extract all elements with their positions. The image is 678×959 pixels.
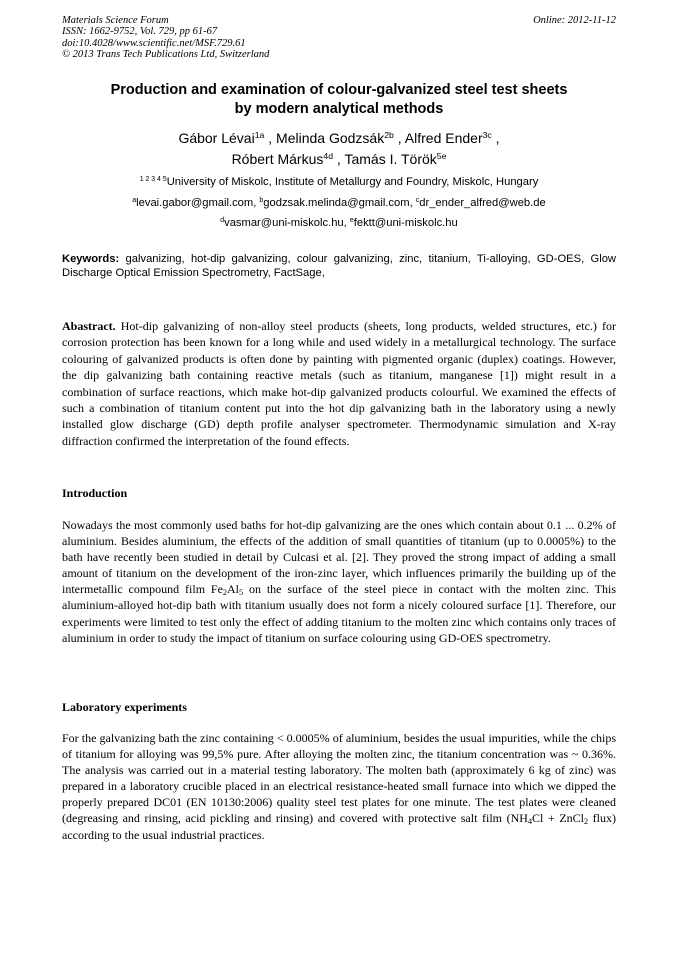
laboratory-paragraph [62, 730, 616, 843]
keywords-label: Keywords: [62, 253, 120, 265]
author-sup: 4d [323, 151, 334, 162]
author-name: Tamás I. Török [344, 151, 437, 167]
affiliation-text: University of Miskolc, Institute of Metallurgy and Foundry, Miskolc, Hungary [166, 176, 539, 188]
doi-line: doi:10.4028/www.scientific.net/MSF.729.61 [62, 37, 246, 49]
body-text: Nowadays the most commonly used baths for hot-dip galvanizing are the ones which contain about 0.1 ... 0.2% of aluminium. Besides aluminium, the effects of the addition of small quantities of titanium (up to 0.0005%) to the bath have recently been studied in detail by Culcasi et al. [2]. They proved the strong impact of adding a small amount of titanium on the development of the iron-zinc layer, which influences primarily the building up of the intermetallic compound film Fe [62, 518, 616, 597]
body-text: on the surface of the steel piece in contact with the molten zinc. This aluminium-alloyed hot-dip bath with titanium usually does not form a nicely coloured surface [1]. Therefore, our experiments were limited to test only the effect of adding titanium to the molten zinc which contains only traces of aluminium in order to study the impact of titanium on surface colouring using GD-OES spectrometry. [62, 582, 616, 645]
email-sup: a [132, 197, 137, 205]
abstract-label: Abastract. [62, 319, 116, 333]
author-separator: , [491, 130, 500, 146]
email-address: fektt@uni-miskolc.hu [353, 217, 458, 229]
author-separator: , [393, 130, 405, 146]
subscript: 4 [527, 817, 533, 827]
online-date: Online: 2012-11-12 [533, 15, 616, 26]
author-separator: , [333, 151, 345, 167]
email-address: vasmar@uni-miskolc.hu, [224, 217, 350, 229]
author-separator: , [264, 130, 277, 146]
email-address: levai.gabor@gmail.com, [136, 197, 260, 209]
body-text: Cl + ZnCl [532, 811, 584, 826]
keywords-text: galvanizing, hot-dip galvanizing, colour galvanizing, zinc, titanium, Ti-alloying, GD-OES, Glow Discharge Optical Emission Spectrometry, FactSage, [62, 253, 616, 280]
author-name: Gábor Lévai [178, 130, 255, 146]
email-line-2 [62, 216, 616, 230]
subscript: 5 [239, 588, 244, 598]
email-sup: d [220, 217, 225, 225]
section-heading-laboratory: Laboratory experiments [62, 700, 187, 714]
body-text: For the galvanizing bath the zinc containing < 0.0005% of aluminium, besides the usual impurities, while the chips of titanium for alloying was 99,5% pure. After alloying the molten zinc, the titanium concentration was ~ 0.36%. The analysis was carried out in a material testing laboratory. The molten bath (approximately 6 kg of zinc) was prepared in a laboratory crucible placed in an electrical resistance-heated small furnace into which we dipped the properly prepared DC01 (EN 10130:2006) quality steel test plates for one minute. The test plates were cleaned (degreasing and rinsing, acid pickling and rinsing) and covered with protective salt film (NH [62, 731, 616, 826]
email-line-1 [62, 196, 616, 210]
paper-title [62, 81, 616, 119]
body-text: Al [227, 582, 239, 597]
author-sup: 3c [482, 130, 492, 141]
title-line-1: Production and examination of colour-galvanized steel test sheets [110, 82, 568, 98]
title-line-2: by modern analytical methods [234, 101, 444, 117]
issn-line: ISSN: 1662-9752, Vol. 729, pp 61-67 [62, 26, 218, 38]
section-heading-introduction: Introduction [62, 486, 128, 500]
author-sup: 5e [436, 151, 447, 162]
author-name: Melinda Godzsák [276, 130, 385, 146]
author-name: Alfred Ender [404, 130, 483, 146]
email-sup: e [349, 217, 354, 225]
email-sup: b [259, 197, 264, 205]
subscript: 2 [584, 817, 589, 827]
body-text: flux) according to the usual industrial practices. [62, 811, 616, 842]
author-sup: 2b [384, 130, 394, 141]
author-line-2 [62, 149, 616, 170]
introduction-paragraph [62, 517, 616, 646]
email-address: godzsak.melinda@gmail.com, [263, 197, 416, 209]
subscript: 2 [222, 588, 227, 598]
author-line-1 [62, 128, 616, 149]
abstract-block [62, 318, 616, 449]
author-sup: 1a [254, 130, 265, 141]
copyright-line: © 2013 Trans Tech Publications Ltd, Switzerland [62, 49, 270, 61]
author-list [62, 128, 616, 170]
keywords-block [62, 252, 616, 280]
journal-header [62, 15, 616, 61]
abstract-text: Hot-dip galvanizing of non-alloy steel products (sheets, long products, welded structures, etc.) for corrosion protection has been known for a long while and used widely in a metallurgical technology. The surface colouring of galvanized products is often done by painting with pigmented organic (duplex) coatings. However, the dip galvanizing bath containing reactive metals (such as titanium, manganese [1]) might result in a combination of surface reactions, which make hot-dip galvanized products colourful. We examined the effects of such a combination of titanium content put into the hot dip galvanizing bath in the laboratory using a newly installed glow discharge (GD) depth profile analyser spectrometer. Thermodynamic simulation and X-ray diffraction confirmed the interpretation of the found effects. [62, 319, 616, 448]
email-address: dr_ender_alfred@web.de [419, 197, 546, 209]
affiliation [62, 175, 616, 189]
author-name: Róbert Márkus [231, 151, 324, 167]
affiliation-sup: 1 2 3 4 5 [139, 176, 167, 184]
journal-name: Materials Science Forum [62, 15, 169, 26]
email-sup: c [415, 197, 420, 205]
